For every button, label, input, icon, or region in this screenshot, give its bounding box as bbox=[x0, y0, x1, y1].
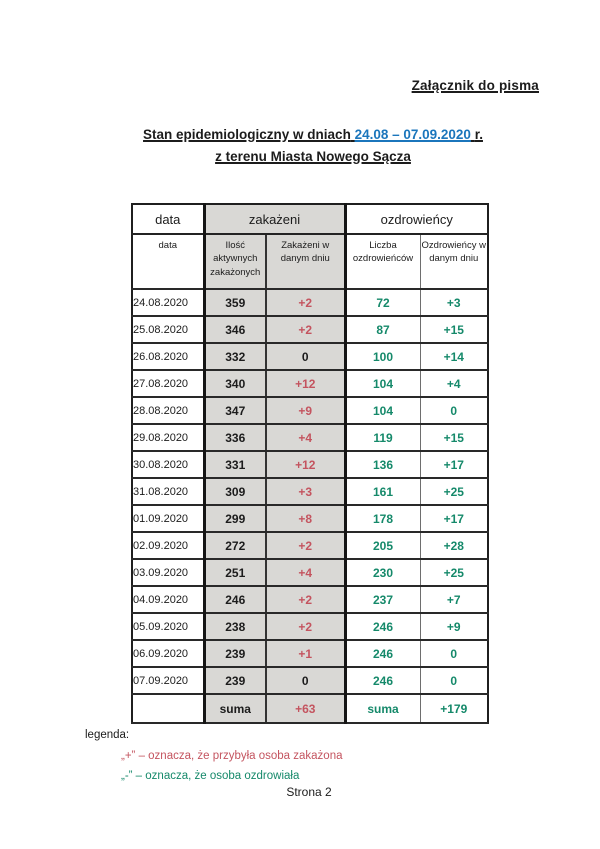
cell-date: 29.08.2020 bbox=[132, 424, 204, 451]
cell-active-infections: 309 bbox=[204, 478, 266, 505]
table-row bbox=[132, 478, 488, 505]
title-prefix: Stan epidemiologiczny w dniach bbox=[143, 127, 351, 142]
subheader-total-recovered: Liczba ozdrowieńców bbox=[345, 234, 420, 289]
subheader-date: data bbox=[132, 234, 204, 289]
cell-daily-recovered: +28 bbox=[420, 532, 488, 559]
cell-daily-infections: +4 bbox=[266, 424, 345, 451]
cell-daily-recovered: +7 bbox=[420, 586, 488, 613]
header-data-group: data bbox=[132, 204, 204, 234]
cell-total-recovered: 72 bbox=[345, 289, 420, 316]
cell-daily-infections: +1 bbox=[266, 640, 345, 667]
table-row bbox=[132, 505, 488, 532]
cell-total-recovered: 119 bbox=[345, 424, 420, 451]
cell-active-infections: 346 bbox=[204, 316, 266, 343]
table-body bbox=[132, 204, 488, 723]
title-line2: z terenu Miasta Nowego Sącza bbox=[215, 149, 411, 164]
cell-daily-recovered: +17 bbox=[420, 505, 488, 532]
table-header-row-columns bbox=[132, 234, 488, 289]
cell-daily-infections: +9 bbox=[266, 397, 345, 424]
cell-total-recovered: 136 bbox=[345, 451, 420, 478]
cell-daily-recovered: 0 bbox=[420, 667, 488, 694]
legend bbox=[121, 746, 343, 786]
cell-total-recovered: 237 bbox=[345, 586, 420, 613]
cell-total-recovered: 104 bbox=[345, 370, 420, 397]
cell-daily-recovered: +9 bbox=[420, 613, 488, 640]
cell-date: 05.09.2020 bbox=[132, 613, 204, 640]
cell-summary-label-recovered: suma bbox=[345, 694, 420, 723]
cell-active-infections: 332 bbox=[204, 343, 266, 370]
cell-active-infections: 340 bbox=[204, 370, 266, 397]
page-number: Strona 2 bbox=[286, 785, 332, 799]
cell-date: 31.08.2020 bbox=[132, 478, 204, 505]
cell-active-infections: 347 bbox=[204, 397, 266, 424]
cell-daily-recovered: +15 bbox=[420, 316, 488, 343]
cell-daily-infections: +3 bbox=[266, 478, 345, 505]
cell-total-recovered: 205 bbox=[345, 532, 420, 559]
cell-summary-daily-recovered: +179 bbox=[420, 694, 488, 723]
cell-daily-recovered: +25 bbox=[420, 559, 488, 586]
legend-plus-line: „+” – oznacza, że przybyła osoba zakażona bbox=[121, 750, 343, 762]
table-row bbox=[132, 640, 488, 667]
table-row bbox=[132, 613, 488, 640]
cell-active-infections: 239 bbox=[204, 667, 266, 694]
table-row bbox=[132, 667, 488, 694]
table-row bbox=[132, 424, 488, 451]
cell-date: 30.08.2020 bbox=[132, 451, 204, 478]
cell-date: 02.09.2020 bbox=[132, 532, 204, 559]
subheader-daily-recovered: Ozdrowieńcy w danym dniu bbox=[420, 234, 488, 289]
table-row bbox=[132, 559, 488, 586]
cell-daily-infections: +2 bbox=[266, 586, 345, 613]
title-suffix: r. bbox=[474, 127, 483, 142]
cell-total-recovered: 246 bbox=[345, 667, 420, 694]
table-summary-row bbox=[132, 694, 488, 723]
cell-active-infections: 336 bbox=[204, 424, 266, 451]
cell-total-recovered: 87 bbox=[345, 316, 420, 343]
cell-date: 06.09.2020 bbox=[132, 640, 204, 667]
cell-date: 26.08.2020 bbox=[132, 343, 204, 370]
cell-active-infections: 246 bbox=[204, 586, 266, 613]
table-row bbox=[132, 397, 488, 424]
attachment-label: Załącznik do pisma bbox=[411, 78, 539, 93]
cell-daily-recovered: 0 bbox=[420, 640, 488, 667]
cell-daily-recovered: +14 bbox=[420, 343, 488, 370]
cell-total-recovered: 100 bbox=[345, 343, 420, 370]
table-row bbox=[132, 289, 488, 316]
cell-daily-recovered: +4 bbox=[420, 370, 488, 397]
cell-total-recovered: 246 bbox=[345, 640, 420, 667]
table-row bbox=[132, 586, 488, 613]
cell-summary-daily-infections: +63 bbox=[266, 694, 345, 723]
table-row bbox=[132, 343, 488, 370]
cell-active-infections: 251 bbox=[204, 559, 266, 586]
cell-daily-infections: +2 bbox=[266, 532, 345, 559]
subheader-daily-infections: Zakażeni w danym dniu bbox=[266, 234, 345, 289]
cell-total-recovered: 178 bbox=[345, 505, 420, 532]
cell-total-recovered: 104 bbox=[345, 397, 420, 424]
legend-minus-line: „-” – oznacza, że osoba ozdrowiała bbox=[121, 770, 300, 782]
cell-date: 27.08.2020 bbox=[132, 370, 204, 397]
cell-date: 25.08.2020 bbox=[132, 316, 204, 343]
table-row bbox=[132, 370, 488, 397]
cell-active-infections: 359 bbox=[204, 289, 266, 316]
cell-daily-recovered: +15 bbox=[420, 424, 488, 451]
cell-daily-recovered: 0 bbox=[420, 397, 488, 424]
header-recovered-group: ozdrowieńcy bbox=[345, 204, 488, 234]
cell-active-infections: 239 bbox=[204, 640, 266, 667]
cell-active-infections: 272 bbox=[204, 532, 266, 559]
cell-active-infections: 331 bbox=[204, 451, 266, 478]
document-title bbox=[0, 124, 600, 168]
table-row bbox=[132, 451, 488, 478]
legend-label: legenda: bbox=[85, 729, 130, 741]
cell-daily-recovered: +3 bbox=[420, 289, 488, 316]
cell-active-infections: 238 bbox=[204, 613, 266, 640]
cell-daily-infections: +2 bbox=[266, 613, 345, 640]
cell-daily-recovered: +25 bbox=[420, 478, 488, 505]
table-row bbox=[132, 316, 488, 343]
cell-date: 04.09.2020 bbox=[132, 586, 204, 613]
cell-daily-recovered: +17 bbox=[420, 451, 488, 478]
cell-daily-infections: +12 bbox=[266, 370, 345, 397]
cell-date: 28.08.2020 bbox=[132, 397, 204, 424]
epidemic-table bbox=[131, 203, 489, 724]
cell-date: 24.08.2020 bbox=[132, 289, 204, 316]
table-row bbox=[132, 532, 488, 559]
cell-daily-infections: +2 bbox=[266, 289, 345, 316]
title-date-range: 24.08 – 07.09.2020 bbox=[354, 127, 471, 142]
cell-active-infections: 299 bbox=[204, 505, 266, 532]
cell-daily-infections: 0 bbox=[266, 343, 345, 370]
cell-total-recovered: 230 bbox=[345, 559, 420, 586]
cell-daily-infections: +2 bbox=[266, 316, 345, 343]
header-infected-group: zakażeni bbox=[204, 204, 345, 234]
cell-date: 07.09.2020 bbox=[132, 667, 204, 694]
table-header-row-groups bbox=[132, 204, 488, 234]
subheader-active-infections: Ilość aktywnych zakażonych bbox=[204, 234, 266, 289]
cell-total-recovered: 161 bbox=[345, 478, 420, 505]
cell-total-recovered: 246 bbox=[345, 613, 420, 640]
title-line1 bbox=[26, 124, 600, 146]
cell-summary-empty bbox=[132, 694, 204, 723]
cell-daily-infections: +8 bbox=[266, 505, 345, 532]
cell-daily-infections: +12 bbox=[266, 451, 345, 478]
cell-summary-label-infected: suma bbox=[204, 694, 266, 723]
cell-daily-infections: +4 bbox=[266, 559, 345, 586]
cell-date: 03.09.2020 bbox=[132, 559, 204, 586]
cell-daily-infections: 0 bbox=[266, 667, 345, 694]
cell-date: 01.09.2020 bbox=[132, 505, 204, 532]
